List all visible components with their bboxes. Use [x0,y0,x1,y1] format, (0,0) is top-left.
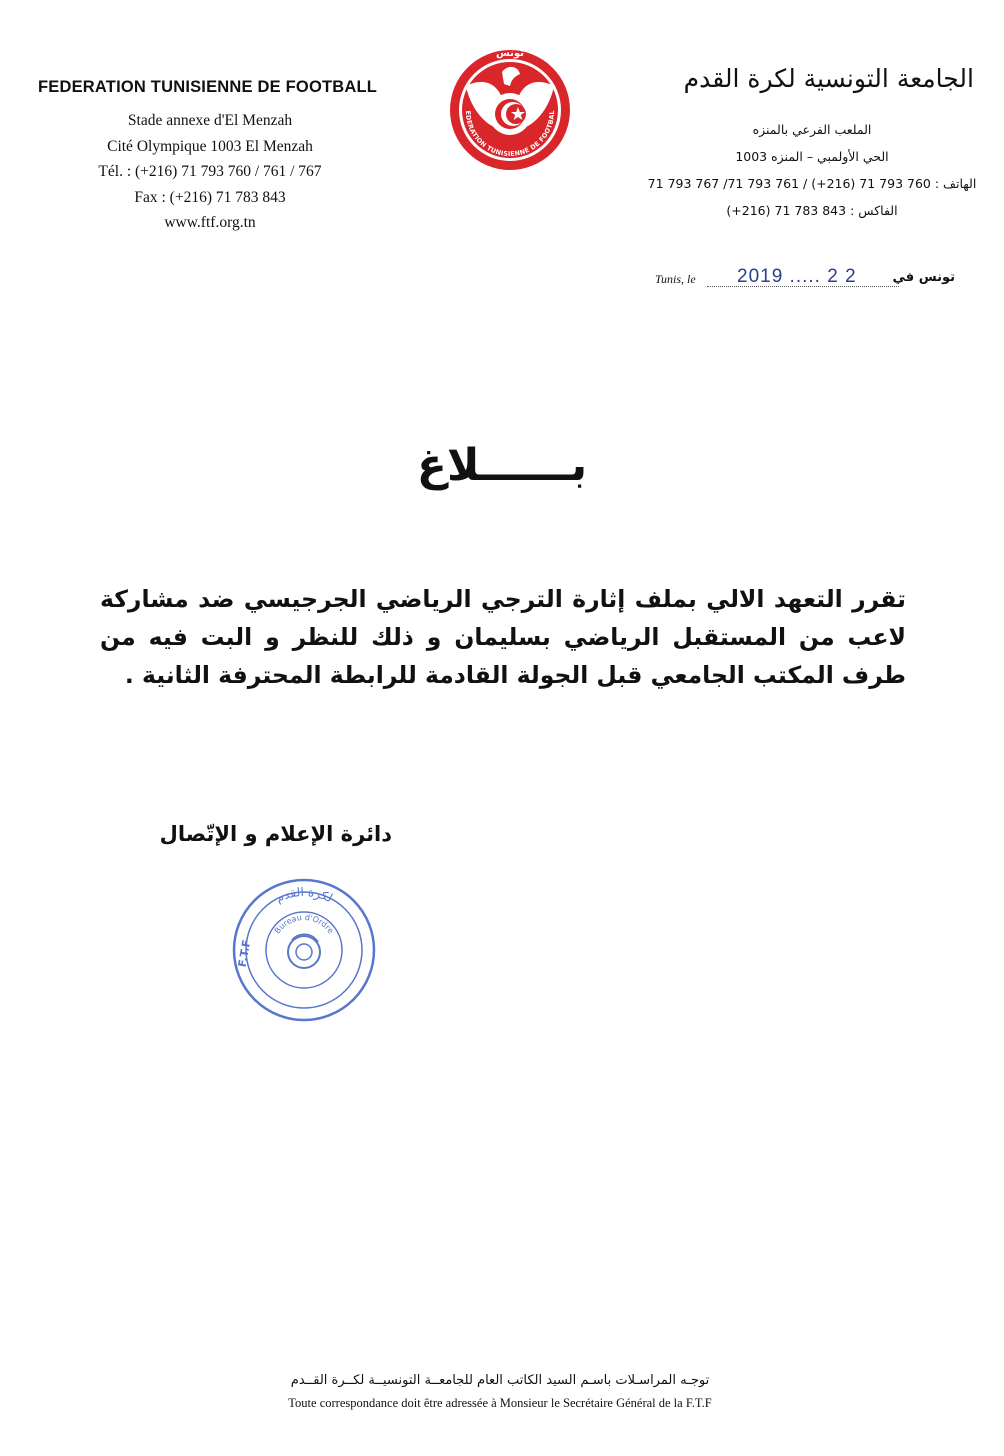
logo-ring-text: EDERATION TUNISIENNE DE FOOTBAL [463,110,557,159]
date-label-ar: تونس في [892,270,955,285]
footer-note-ar: توجـه المراسـلات باسـم السيد الكاتب العام للجامعــة التونسيــة لكــرة القــدم [290,1373,710,1388]
document-title: بــــــلاغ [416,440,588,491]
date-label-fr: Tunis, le [655,272,696,286]
date-line [655,264,955,294]
announcement-body: تقرر التعهد الالي بملف إثارة الترجي الرياضي الجرجيسي ضد مشاركة لاعب من المستقبل الرياضي بسليمان و ذلك للنظر و البت فيه من طرف المكتب الجامعي قبل الجولة القادمة للرابطة المحترفة الثانية . [100,585,906,689]
signature-department: دائرة الإعلام و الإتّصال [159,822,392,846]
telephone-line: Tél. : (+216) 71 793 760 / 761 / 767 [98,163,322,180]
federation-name-ar: الجامعة التونسية لكرة القدم [683,64,974,93]
stamp-top-text: لكرة القدم [273,884,335,906]
ftf-logo [444,42,576,172]
fax-line-ar: الفاكس : 843 783 71 (216+) [726,203,898,218]
address-line-1: Stade annexe d'El Menzah [127,112,293,129]
fax-line: Fax : (+216) 71 783 843 [134,188,286,206]
federation-address-ar [640,116,984,224]
address-line-ar-1: الملعب الفرعي بالمنزه [752,122,872,137]
telephone-line-ar: الهاتف : 760 793 71 (216+) / 761 793 71/ 767 793 71 [647,176,977,191]
federation-name-fr: FEDERATION TUNISIENNE DE FOOTBALL [38,78,378,96]
date-value: 2019 ..... 2 2 [737,266,857,287]
stamp-inner-text: Bureau d'Ordre [272,912,336,936]
address-line-ar-2: الحي الأولمبي – المنزه 1003 [735,149,889,164]
footer-note-fr: Toute correspondance doit être adressée à Monsieur le Secrétaire Général de la F.T.F [288,1396,712,1410]
stamp-side-text: F.T.F [235,938,254,969]
logo-top-text: تونس [496,48,524,59]
website-line: www.ftf.org.tn [164,214,256,231]
official-stamp [228,874,380,1026]
address-line-2: Cité Olympique 1003 El Menzah [107,137,313,155]
federation-address-fr [60,108,360,236]
